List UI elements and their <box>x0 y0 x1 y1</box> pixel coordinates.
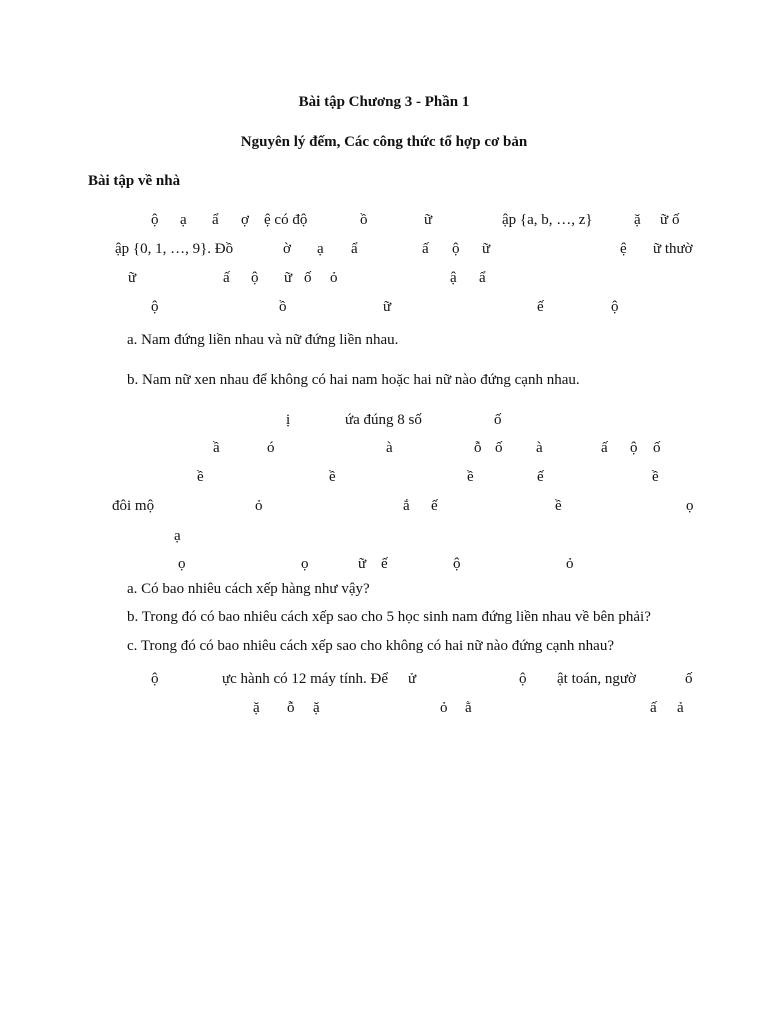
text-fragment: ỏ <box>566 556 574 572</box>
text-fragment: ộ <box>151 212 159 228</box>
text-fragment: ộ <box>453 556 461 572</box>
text-fragment: ạ <box>317 241 324 257</box>
text-fragment: à <box>386 440 393 456</box>
text-fragment: ữ <box>383 299 392 315</box>
text-fragment: ó <box>267 440 275 456</box>
text-fragment: ợ <box>241 212 249 228</box>
text-fragment: ắ <box>403 498 410 514</box>
text-fragment: ồ <box>279 299 287 315</box>
text-fragment: ỏ <box>440 700 448 716</box>
exercise-item-a: a. Có bao nhiêu cách xếp hàng như vậy? <box>127 581 370 597</box>
exercise-item-b: b. Nam nữ xen nhau để không có hai nam hoặc hai nữ nào đứng cạnh nhau. <box>127 372 580 388</box>
text-fragment: ệ <box>620 241 627 257</box>
text-fragment: ứa đúng 8 số <box>345 412 422 428</box>
text-fragment: ẩ <box>479 270 486 286</box>
text-fragment: ữ <box>482 241 491 257</box>
text-fragment: ằ <box>465 700 472 716</box>
text-fragment: ữ <box>128 270 137 286</box>
text-fragment: ữ <box>358 556 367 572</box>
text-fragment: ỗ <box>287 700 295 716</box>
text-fragment: ộ <box>452 241 460 257</box>
text-fragment: ặ <box>253 700 260 716</box>
text-fragment: ề <box>329 469 336 485</box>
text-fragment: ập {a, b, …, z} <box>502 212 593 228</box>
text-fragment: ữ <box>284 270 293 286</box>
text-fragment: ồ <box>360 212 368 228</box>
text-fragment: ờ <box>283 241 291 257</box>
text-fragment: ậ <box>450 270 457 286</box>
text-fragment: ập {0, 1, …, 9}. Đồ <box>115 241 234 257</box>
text-fragment: ề <box>197 469 204 485</box>
text-fragment: ệ có độ <box>264 212 308 228</box>
text-fragment: ế <box>431 498 438 514</box>
text-fragment: ẩ <box>351 241 358 257</box>
text-fragment: ộ <box>519 671 527 687</box>
text-fragment: ố <box>495 440 503 456</box>
exercise-item-a: a. Nam đứng liền nhau và nữ đứng liền nhau. <box>127 332 399 348</box>
text-fragment: ạ <box>174 528 181 544</box>
text-fragment: ế <box>537 469 544 485</box>
text-fragment: ố <box>494 412 502 428</box>
text-fragment: ỗ <box>474 440 482 456</box>
text-fragment: ả <box>677 700 684 716</box>
text-fragment: ỏ <box>255 498 263 514</box>
text-fragment: ố <box>685 671 693 687</box>
text-fragment: ộ <box>151 671 159 687</box>
text-fragment: ề <box>652 469 659 485</box>
text-fragment: ề <box>467 469 474 485</box>
text-fragment: ấ <box>422 241 429 257</box>
exercise-item-c: c. Trong đó có bao nhiêu cách xếp sao cho không có hai nữ nào đứng cạnh nhau? <box>127 638 614 654</box>
text-fragment: ố <box>304 270 312 286</box>
text-fragment: ị <box>286 412 291 428</box>
text-fragment: ật toán, ngườ <box>557 671 636 687</box>
text-fragment: ộ <box>611 299 619 315</box>
text-fragment: ố <box>653 440 661 456</box>
text-fragment: ộ <box>251 270 259 286</box>
text-fragment: ữ <box>424 212 433 228</box>
text-fragment: ộ <box>630 440 638 456</box>
text-fragment: ử <box>408 671 417 687</box>
text-fragment: à <box>536 440 543 456</box>
text-fragment: ặ <box>634 212 641 228</box>
text-fragment: ấ <box>650 700 657 716</box>
text-fragment: ầ <box>213 440 220 456</box>
text-fragment: ế <box>537 299 544 315</box>
text-fragment: ặ <box>313 700 320 716</box>
page-title: Bài tập Chương 3 - Phần 1 <box>298 94 470 110</box>
text-fragment: ố <box>672 212 680 228</box>
text-fragment: ẩ <box>212 212 219 228</box>
text-fragment: ấ <box>601 440 608 456</box>
text-fragment: ế <box>381 556 388 572</box>
section-heading: Bài tập về nhà <box>88 173 181 189</box>
text-fragment: ề <box>555 498 562 514</box>
text-fragment: ọ <box>301 556 309 572</box>
text-fragment: ọ <box>686 498 694 514</box>
text-fragment: ạ <box>180 212 187 228</box>
text-fragment: ực hành có 12 máy tính. Để <box>222 671 389 687</box>
text-fragment: ọ <box>178 556 186 572</box>
text-fragment: ữ thườ <box>653 241 693 257</box>
text-fragment: ộ <box>151 299 159 315</box>
text-fragment: đôi mộ <box>112 498 155 514</box>
text-fragment: ữ <box>660 212 669 228</box>
text-fragment: ỏ <box>330 270 338 286</box>
exercise-item-b: b. Trong đó có bao nhiêu cách xếp sao cho 5 học sinh nam đứng liền nhau về bên phải? <box>127 609 651 625</box>
page-subtitle: Nguyên lý đếm, Các công thức tổ hợp cơ bản <box>240 134 528 150</box>
text-fragment: ấ <box>223 270 230 286</box>
